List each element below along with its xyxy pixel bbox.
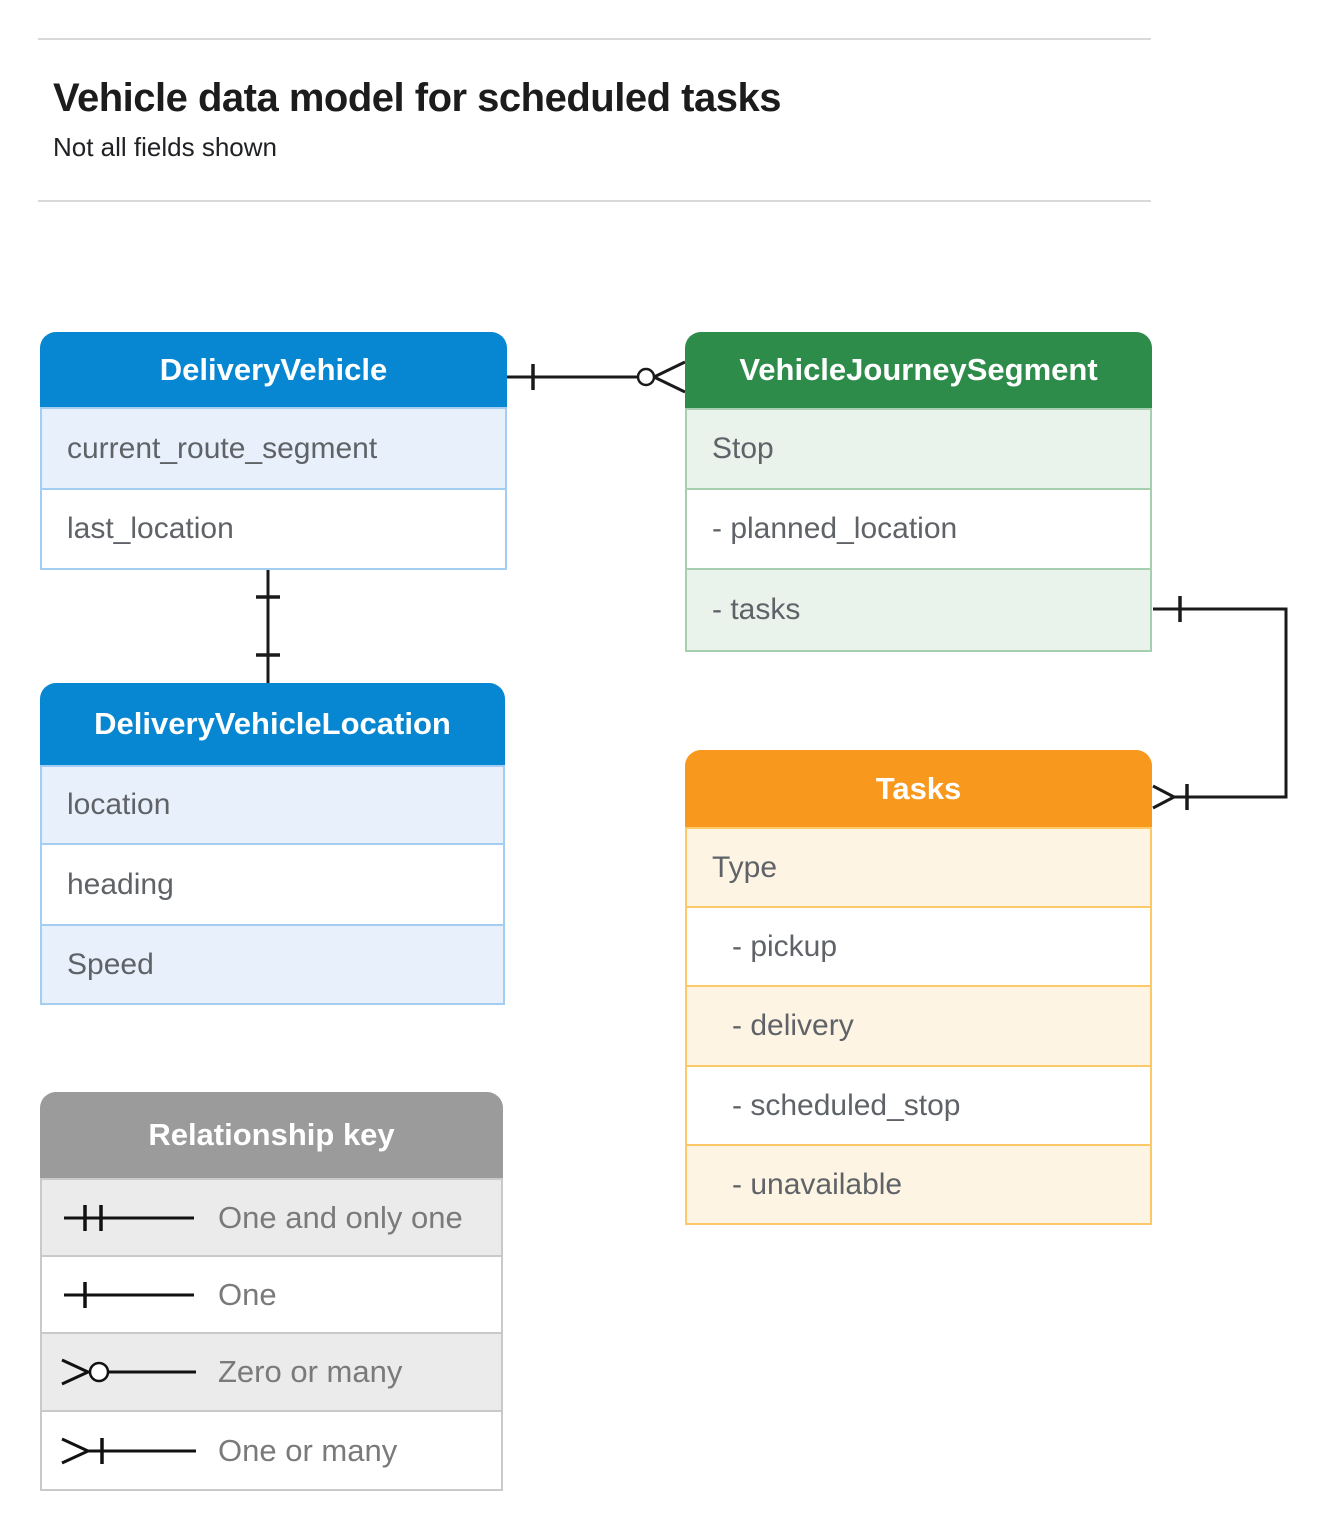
- legend-row-one-and-only-one: [42, 1178, 501, 1255]
- entity-delivery-vehicle: [40, 332, 507, 570]
- field-stop: Stop: [687, 408, 1150, 488]
- field-scheduled-stop: - scheduled_stop: [687, 1065, 1150, 1144]
- legend-row-one: [42, 1255, 501, 1332]
- field-pickup: - pickup: [687, 906, 1150, 985]
- one-and-only-one-icon: [58, 1198, 198, 1238]
- legend-label: Zero or many: [218, 1354, 403, 1389]
- entity-delivery-vehicle-location-title: DeliveryVehicleLocation: [40, 683, 505, 765]
- field-delivery: - delivery: [687, 985, 1150, 1065]
- legend-label: One: [218, 1276, 277, 1312]
- entity-delivery-vehicle-location-fields: [40, 765, 505, 1005]
- one-icon: [58, 1275, 198, 1315]
- entity-tasks-title: Tasks: [685, 750, 1152, 827]
- entity-tasks-fields: [685, 827, 1152, 1225]
- field-speed: Speed: [42, 924, 503, 1003]
- entity-tasks: [685, 750, 1152, 1225]
- field-planned-location: - planned_location: [687, 488, 1150, 568]
- relationship-key-rows: [40, 1178, 503, 1491]
- legend-row-zero-or-many: [42, 1332, 501, 1410]
- field-location: location: [42, 765, 503, 843]
- header-divider: [38, 200, 1151, 202]
- relationship-key-title: Relationship key: [40, 1092, 503, 1178]
- entity-delivery-vehicle-title: DeliveryVehicle: [40, 332, 507, 407]
- top-divider: [38, 38, 1151, 40]
- relationship-key: [40, 1092, 503, 1491]
- field-type: Type: [687, 827, 1150, 906]
- field-tasks: - tasks: [687, 568, 1150, 650]
- entity-vehicle-journey-segment-fields: [685, 408, 1152, 652]
- zero-or-many-icon: [58, 1352, 198, 1392]
- legend-label: One and only one: [218, 1199, 463, 1235]
- connector-deliveryvehicle-deliveryvehiclelocation: [256, 570, 280, 683]
- entity-vehicle-journey-segment-title: VehicleJourneySegment: [685, 332, 1152, 408]
- connector-deliveryvehicle-vehiclejourneysegment: [507, 362, 685, 392]
- legend-label: One or many: [218, 1432, 398, 1468]
- connector-vehiclejourneysegment-tasks: [1153, 596, 1286, 810]
- legend-row-one-or-many: [42, 1410, 501, 1489]
- field-last-location: last_location: [42, 488, 505, 568]
- entity-delivery-vehicle-fields: [40, 407, 507, 570]
- field-current-route-segment: current_route_segment: [42, 407, 505, 488]
- page-title: Vehicle data model for scheduled tasks: [53, 76, 781, 120]
- page-subtitle: Not all fields shown: [53, 132, 277, 162]
- field-unavailable: - unavailable: [687, 1144, 1150, 1223]
- entity-delivery-vehicle-location: [40, 683, 505, 1005]
- entity-vehicle-journey-segment: [685, 332, 1152, 652]
- field-heading: heading: [42, 843, 503, 924]
- one-or-many-icon: [58, 1431, 198, 1471]
